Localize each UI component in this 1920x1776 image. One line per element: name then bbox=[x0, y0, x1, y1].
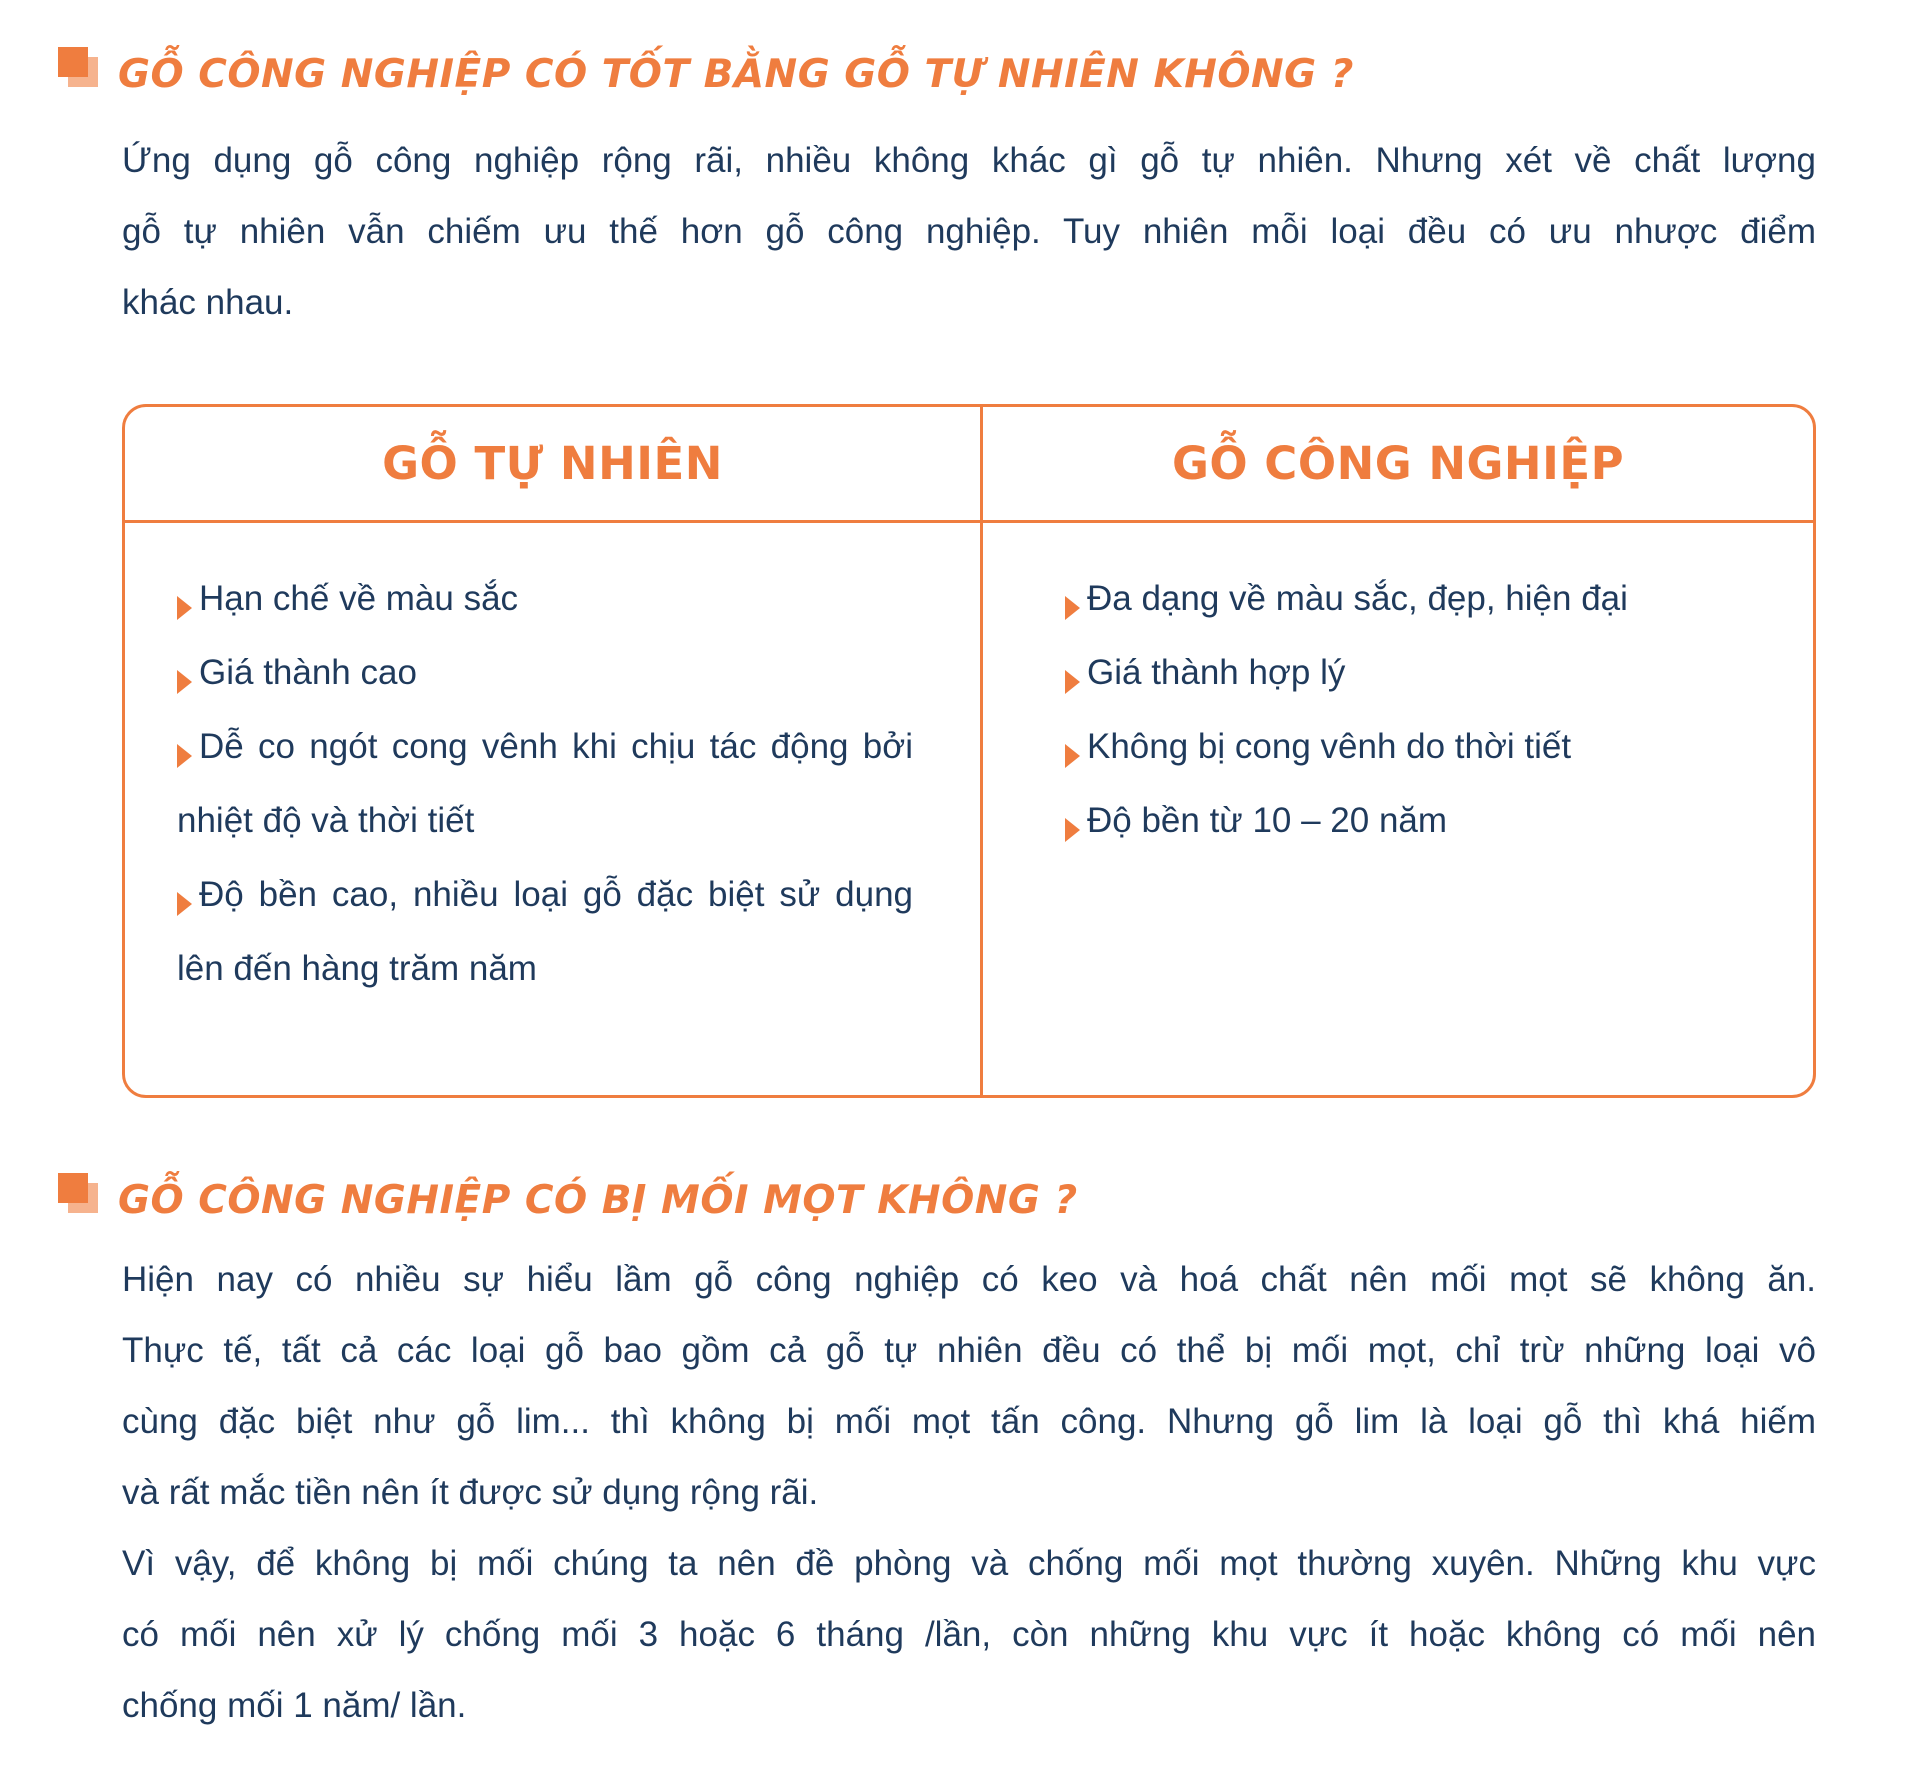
list-item: Không bị cong vênh do thời tiết bbox=[1065, 710, 1765, 784]
list-item: Hạn chế về màu sắc bbox=[177, 562, 913, 636]
triangle-bullet-icon bbox=[1065, 744, 1080, 768]
column-header-natural-wood: GỖ TỰ NHIÊN bbox=[382, 437, 723, 490]
triangle-bullet-icon bbox=[177, 744, 192, 768]
section-paragraph bbox=[122, 125, 1816, 338]
section-title: GỖ CÔNG NGHIỆP CÓ TỐT BẰNG GỖ TỰ NHIÊN KHÔNG ? bbox=[118, 52, 1354, 97]
list-item: Đa dạng về màu sắc, đẹp, hiện đại bbox=[1065, 562, 1765, 636]
triangle-bullet-icon bbox=[177, 892, 192, 916]
list-item: Giá thành hợp lý bbox=[1065, 636, 1765, 710]
paragraph-line: Hiện nay có nhiều sự hiểu lầm gỗ công nghiệp có keo và hoá chất nên mối mọt sẽ không ăn. bbox=[122, 1260, 1816, 1299]
section-title: GỖ CÔNG NGHIỆP CÓ BỊ MỐI MỌT KHÔNG ? bbox=[118, 1178, 1078, 1223]
triangle-bullet-icon bbox=[1065, 818, 1080, 842]
list-item: Giá thành cao bbox=[177, 636, 913, 710]
paragraph-line: và rất mắc tiền nên ít được sử dụng rộng rãi. bbox=[122, 1473, 819, 1512]
comparison-table bbox=[122, 404, 1816, 1098]
triangle-bullet-icon bbox=[177, 670, 192, 694]
paragraph-line: Thực tế, tất cả các loại gỗ bao gồm cả gỗ tự nhiên đều có thể bị mối mọt, chỉ trừ những loại vô bbox=[122, 1331, 1816, 1370]
paragraph-line: cùng đặc biệt như gỗ lim... thì không bị mối mọt tấn công. Nhưng gỗ lim là loại gỗ thì khá hiếm bbox=[122, 1402, 1816, 1441]
natural-wood-list bbox=[177, 562, 913, 1006]
industrial-wood-list bbox=[1065, 562, 1765, 858]
paragraph-line: Ứng dụng gỗ công nghiệp rộng rãi, nhiều không khác gì gỗ tự nhiên. Nhưng xét về chất lượng bbox=[122, 141, 1816, 180]
list-item: Độ bền từ 10 – 20 năm bbox=[1065, 784, 1765, 858]
square-bullet-icon bbox=[58, 47, 98, 87]
paragraph-line: gỗ tự nhiên vẫn chiếm ưu thế hơn gỗ công nghiệp. Tuy nhiên mỗi loại đều có ưu nhược điểm bbox=[122, 212, 1816, 251]
triangle-bullet-icon bbox=[177, 596, 192, 620]
column-header-industrial-wood: GỖ CÔNG NGHIỆP bbox=[1171, 437, 1625, 490]
paragraph-line: Vì vậy, để không bị mối chúng ta nên đề phòng và chống mối mọt thường xuyên. Những khu vực bbox=[122, 1544, 1816, 1583]
paragraph-line: khác nhau. bbox=[122, 283, 294, 322]
triangle-bullet-icon bbox=[1065, 596, 1080, 620]
list-item: Độ bền cao, nhiều loại gỗ đặc biệt sử dụng lên đến hàng trăm năm bbox=[177, 875, 913, 988]
paragraph-line: chống mối 1 năm/ lần. bbox=[122, 1686, 467, 1725]
section-paragraph bbox=[122, 1244, 1816, 1741]
triangle-bullet-icon bbox=[1065, 670, 1080, 694]
list-item: Dễ co ngót cong vênh khi chịu tác động bởi nhiệt độ và thời tiết bbox=[177, 727, 913, 840]
square-bullet-icon bbox=[58, 1173, 98, 1213]
header-divider bbox=[125, 520, 1813, 523]
paragraph-line: có mối nên xử lý chống mối 3 hoặc 6 tháng /lần, còn những khu vực ít hoặc không có mối nên bbox=[122, 1615, 1816, 1654]
